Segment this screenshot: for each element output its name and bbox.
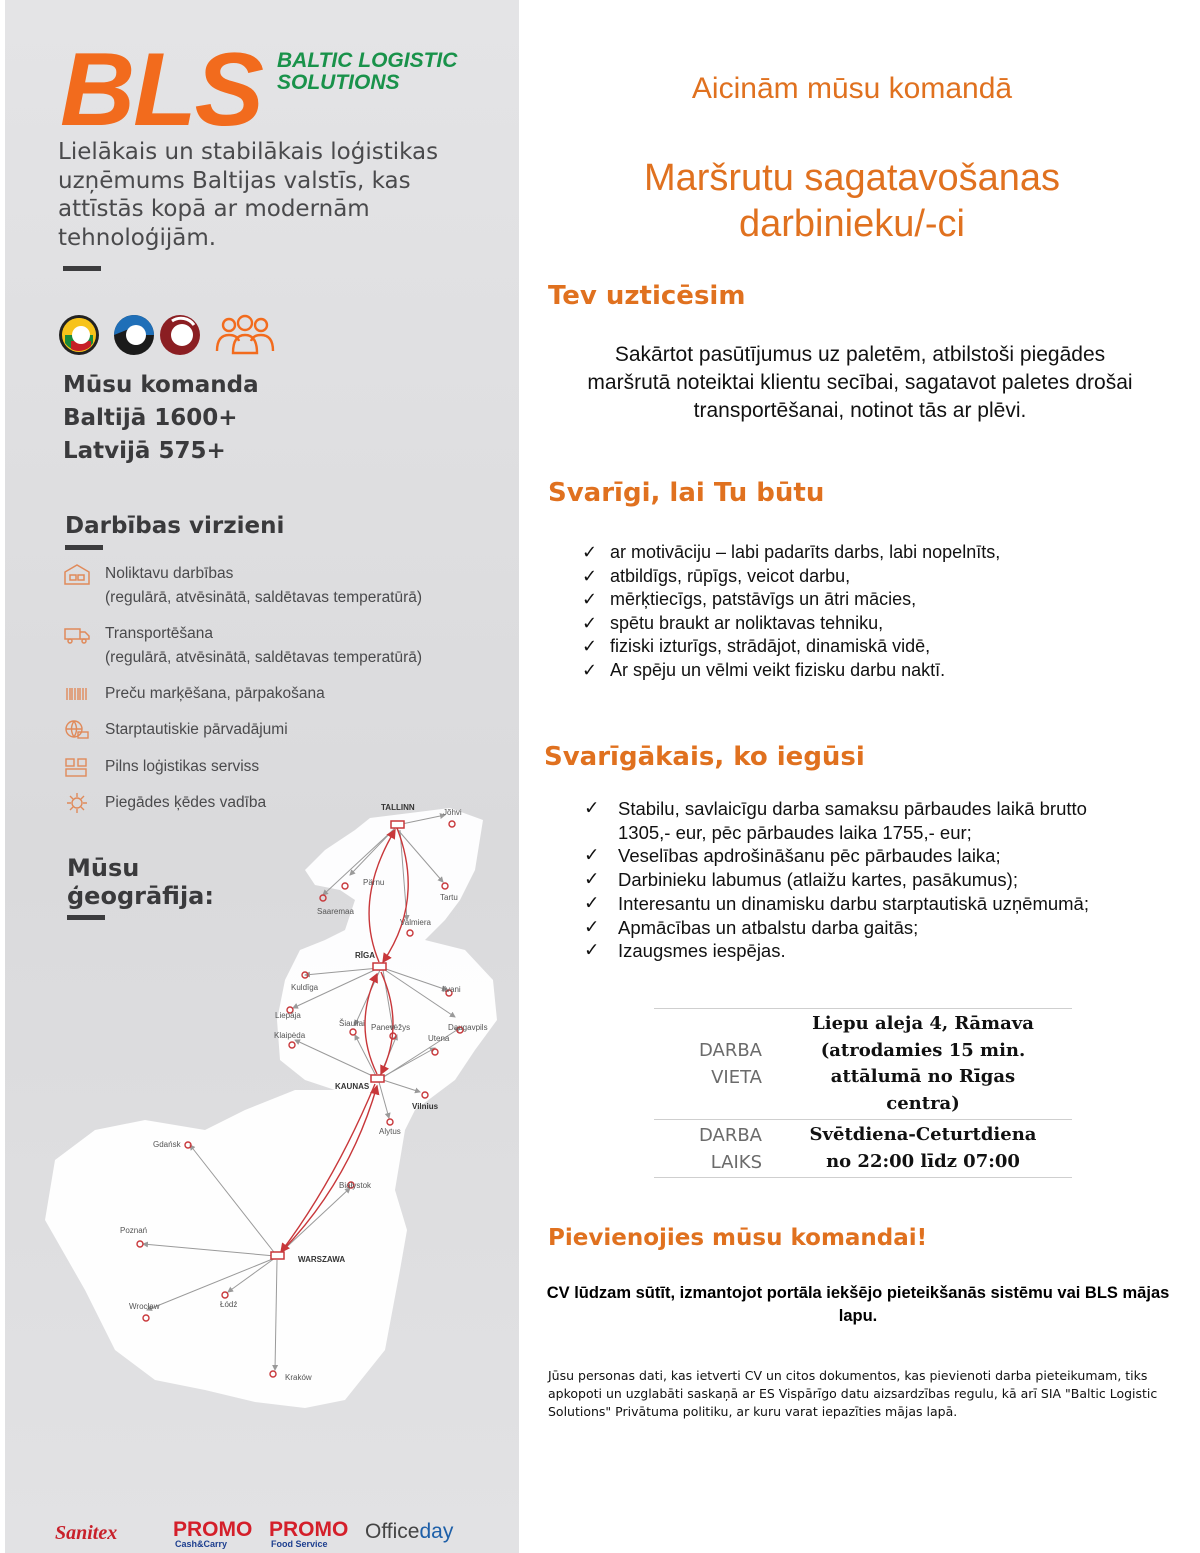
benefits-title: Svarīgākais, ko iegūsi <box>544 742 865 772</box>
list-item-text: Ar spēju un vēlmi veikt fizisku darbu naktī. <box>610 659 946 680</box>
map-label-siauliai: Šiauliai <box>339 1019 365 1028</box>
workplace-value <box>774 1009 1072 1119</box>
worktime-label <box>654 1120 774 1177</box>
list-item-text: Apmācības un atbalstu darba gaitās; <box>618 916 919 938</box>
barcode-icon <box>63 682 91 706</box>
list-item-text: mērķtiecīgs, patstāvīgs un ātri mācies, <box>610 589 917 609</box>
list-item-text: Izaugsmes iespējas. <box>618 940 786 962</box>
brand-logos <box>55 1518 495 1553</box>
map-label-krakow: Kraków <box>285 1373 312 1382</box>
check-icon: ✓ <box>582 659 598 681</box>
map-label-valmiera: Valmiera <box>400 918 431 927</box>
value-line: (atrodamies 15 min. <box>820 1039 1026 1061</box>
map-label-poznan: Poznań <box>120 1226 148 1235</box>
check-icon: ✓ <box>584 916 600 938</box>
team-stats <box>63 369 259 468</box>
list-item-text: atbildīgs, rūpīgs, veicot darbu, <box>610 565 851 586</box>
privacy-notice: Jūsu personas dati, kas ietverti CV un citos dokumentos, kas pievienoti darba pieteikumam, tiks apkopoti un uzglabāti saskaņā ar ES Vispārīgo datu aizsardzības regulu, kā arī SIA "Baltic Logistic Solutions" Privātuma politiku, ar kuru varat iepazīties mājas lapā. <box>548 1368 1158 1419</box>
map-label-panevezys: Panevėžys <box>371 1023 411 1032</box>
label-line: DARBA <box>698 1124 762 1146</box>
officeday-part1: Office <box>365 1520 420 1543</box>
divider <box>63 266 101 271</box>
map-label-lodz: Łódź <box>220 1300 238 1309</box>
bls-logo: BLS <box>60 32 262 148</box>
check-icon: ✓ <box>582 612 598 634</box>
main-content <box>520 0 1200 1553</box>
map-label-ilvani: Ilvani <box>442 985 461 994</box>
map-label-liepaja: Liepāja <box>275 1011 301 1020</box>
activities-title: Darbības virzieni <box>65 513 285 539</box>
value-line: no 22:00 līdz 07:00 <box>826 1150 1020 1172</box>
map-label-tallinn: TALLINN <box>381 803 415 812</box>
activity-label: Transportēšana <box>105 625 213 642</box>
team-baltics: Baltijā 1600+ <box>63 405 238 431</box>
position-title-line1: Maršrutu sagatavošanas <box>643 157 1061 199</box>
check-icon: ✓ <box>582 589 598 610</box>
cv-instructions: CV lūdzam sūtīt, izmantojot portāla iekšējo pieteikšanās sistēmu vai BLS mājas lapu. <box>546 1284 1170 1325</box>
list-item <box>584 939 1144 963</box>
label-line: DARBA <box>698 1040 762 1061</box>
benefits-list <box>584 797 1144 963</box>
check-icon: ✓ <box>584 798 600 819</box>
map-label-kaunas: KAUNAS <box>335 1082 370 1091</box>
team-title: Mūsu komanda <box>63 372 259 398</box>
list-item <box>584 892 1144 916</box>
value-line: Svētdiena-Ceturtdiena <box>809 1124 1037 1145</box>
map-label-wroclaw: Wrocław <box>129 1302 160 1311</box>
sanitex-logo: Sanitex <box>55 1522 118 1544</box>
list-item-text: Veselības apdrošināšanu pēc pārbaudes laika; <box>618 845 1001 867</box>
table-row-workplace <box>654 1009 1072 1120</box>
estonia-flag-icon <box>112 313 156 357</box>
promo-food-service-sub: Food Service <box>271 1539 328 1549</box>
list-item <box>582 541 1000 565</box>
invite-heading: Aicinām mūsu komandā <box>691 72 1013 105</box>
check-icon: ✓ <box>584 869 600 891</box>
geography-map <box>5 790 519 1410</box>
activity-label: Piegādes ķēdes vadība <box>105 794 267 811</box>
list-item <box>582 588 1000 612</box>
list-item <box>582 565 1000 589</box>
activity-label: Noliktavu darbības <box>105 565 234 582</box>
activity-label: Pilns loģistikas serviss <box>105 758 260 775</box>
list-item <box>582 612 1000 636</box>
map-label-gdansk: Gdańsk <box>153 1140 181 1149</box>
divider <box>65 545 103 550</box>
map-label-daugavpils: Daugavpils <box>448 1023 488 1032</box>
warehouse-icon <box>63 562 91 586</box>
job-info-table <box>654 1008 1072 1178</box>
check-icon: ✓ <box>582 636 598 657</box>
list-item-text: Interesantu un dinamisku darbu starptautiskā uzņēmumā; <box>618 892 1089 914</box>
latvia-flag-icon <box>158 313 202 357</box>
requirements-list <box>582 541 1000 682</box>
join-title: Pievienojies mūsu komandai! <box>548 1225 928 1251</box>
logistics-icon <box>63 755 91 779</box>
label-line: VIETA <box>711 1067 762 1088</box>
value-line: Liepu aleja 4, Rāmava <box>812 1013 1034 1034</box>
list-item-text: fiziski izturīgs, strādājot, dinamiskā vidē, <box>610 636 931 656</box>
geography-title-line1: Mūsu <box>67 854 140 882</box>
list-item-text: spētu braukt ar noliktavas tehniku, <box>610 612 884 633</box>
map-label-kuldiga: Kuldīga <box>291 983 319 992</box>
map-label-saaremaa: Saaremaa <box>317 907 354 916</box>
promo-cash-carry-sub: Cash&Carry <box>175 1539 228 1549</box>
team-icon <box>213 313 277 357</box>
check-icon: ✓ <box>584 940 600 962</box>
truck-icon <box>63 622 91 646</box>
sidebar <box>5 0 519 1553</box>
team-latvia: Latvijā 575+ <box>63 438 226 464</box>
activity-sublabel: (regulārā, atvēsinātā, saldētavas temperatūrā) <box>105 649 423 666</box>
lithuania-flag-icon <box>57 313 101 357</box>
map-label-alytus: Alytus <box>379 1127 401 1136</box>
list-item-text: Darbinieku labumus (atlaižu kartes, pasākumus); <box>618 869 1018 891</box>
check-icon: ✓ <box>584 892 600 914</box>
map-label-klaipeda: Klaipėda <box>274 1031 306 1040</box>
check-icon: ✓ <box>584 845 600 867</box>
requirements-title: Svarīgi, lai Tu būtu <box>548 478 825 508</box>
list-item <box>584 868 1144 892</box>
map-label-utena: Utena <box>428 1034 450 1043</box>
tasks-text: Sakārtot pasūtījumus uz paletēm, atbilstoši piegādes maršrutā noteiktai klientu secībai, sagatavot paletes drošai transportēšanai, notinot tās ar plēvi. <box>587 343 1133 422</box>
map-label-warszawa: WARSZAWA <box>298 1255 346 1264</box>
map-label-parnu: Pärnu <box>363 878 385 887</box>
position-title-line2: darbinieku/-ci <box>739 203 965 245</box>
list-item <box>582 659 1000 683</box>
officeday-logo <box>365 1520 453 1544</box>
activity-sublabel: (regulārā, atvēsinātā, saldētavas temperatūrā) <box>105 589 423 606</box>
list-item <box>584 797 1144 844</box>
trust-title: Tev uzticēsim <box>548 281 746 311</box>
map-label-bialystok: Białystok <box>339 1181 372 1190</box>
promo-food-service-logo: PROMO <box>269 1518 349 1541</box>
list-item <box>584 844 1144 868</box>
activity-label: Preču marķēšana, pārpakošana <box>105 685 325 702</box>
label-line: LAIKS <box>710 1151 762 1173</box>
position-title <box>520 155 1184 247</box>
worktime-value <box>774 1120 1072 1177</box>
value-line: attālumā no Rīgas <box>830 1066 1016 1087</box>
company-intro: Lielākais un stabilākais loģistikas uzņēmums Baltijas valstīs, kas attīstās kopā ar modernām tehnoloģijām. <box>58 139 439 251</box>
check-icon: ✓ <box>582 565 598 587</box>
list-item <box>584 916 1144 940</box>
geography-title-line2: ģeogrāfija: <box>67 882 214 910</box>
table-row-worktime <box>654 1120 1072 1178</box>
map-label-riga: RĪGA <box>355 951 375 960</box>
map-label-tartu: Tartu <box>440 893 458 902</box>
company-name: BALTIC LOGISTIC SOLUTIONS <box>277 49 458 94</box>
list-item <box>582 635 1000 659</box>
officeday-part2: day <box>419 1520 454 1543</box>
value-line: centra) <box>886 1092 960 1114</box>
activity-label: Starptautiskie pārvadājumi <box>105 721 288 738</box>
workplace-label <box>654 1009 774 1119</box>
promo-cash-carry-logo: PROMO <box>173 1518 253 1541</box>
list-item-text: Stabilu, savlaicīgu darba samaksu pārbaudes laikā brutto 1305,- eur, pēc pārbaudes laika 1755,- eur; <box>618 798 1087 843</box>
globe-truck-icon <box>63 718 91 742</box>
map-label-johvi: Jõhvi <box>443 808 462 817</box>
list-item-text: ar motivāciju – labi padarīts darbs, labi nopelnīts, <box>610 542 1001 562</box>
check-icon: ✓ <box>582 542 598 563</box>
map-label-vilnius: Vilnius <box>412 1102 439 1111</box>
